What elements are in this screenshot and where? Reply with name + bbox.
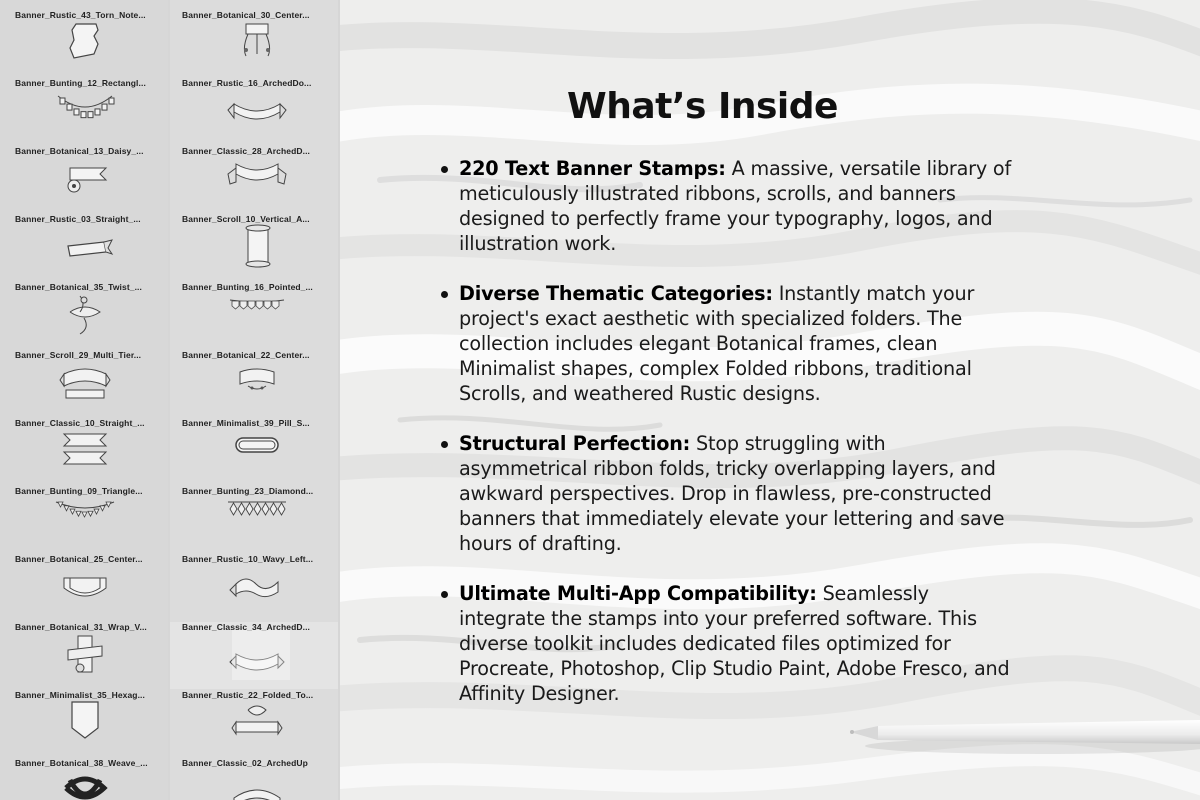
feature-title: Diverse Thematic Categories: <box>459 282 773 305</box>
weave-icon <box>50 768 120 800</box>
brush-name: Banner_Botanical_25_Center... <box>15 554 143 564</box>
brush-item[interactable] <box>170 282 338 349</box>
wavy-icon <box>222 564 292 612</box>
brush-name: Banner_Bunting_12_Rectangl... <box>15 78 146 88</box>
pill-icon <box>222 428 292 476</box>
brush-column-right <box>170 0 338 800</box>
feature-item <box>440 281 1015 406</box>
brush-name: Banner_Rustic_22_Folded_To... <box>182 690 314 700</box>
brush-library-panel <box>0 0 340 800</box>
brush-item[interactable] <box>170 214 338 281</box>
feature-item <box>440 156 1015 256</box>
brush-name: Banner_Bunting_16_Pointed_... <box>182 282 313 292</box>
rect-bunting-icon <box>50 88 120 136</box>
feature-item <box>440 581 1015 706</box>
brush-name: Banner_Classic_02_ArchedUp <box>182 758 308 768</box>
brush-item[interactable] <box>170 418 338 485</box>
brush-item[interactable] <box>170 78 338 145</box>
twist-icon <box>50 292 120 340</box>
brush-item[interactable] <box>0 146 168 213</box>
feature-description: A massive, versatile library of meticulously illustrated ribbons, scrolls, and banners designed to perfectly frame your typography, logos, and illustration work. <box>459 157 1012 255</box>
brush-item[interactable] <box>170 622 338 689</box>
brush-name: Banner_Minimalist_35_Hexag... <box>15 690 145 700</box>
feature-description: Seamlessly integrate the stamps into your preferred software. This diverse toolkit includes dedicated files optimized for Procreate, Photoshop, Clip Studio Paint, Adobe Fresco, and Affinity Designer. <box>459 582 1010 705</box>
brush-item[interactable] <box>170 486 338 553</box>
center-arch-icon <box>50 564 120 612</box>
triangle-bunting-icon <box>50 496 120 544</box>
brush-item[interactable] <box>170 690 338 757</box>
brush-item[interactable] <box>170 554 338 621</box>
brush-item[interactable] <box>170 758 338 800</box>
classic-straight-icon <box>50 428 120 476</box>
brush-item[interactable] <box>0 418 168 485</box>
brush-item[interactable] <box>0 10 168 77</box>
brush-name: Banner_Botanical_13_Daisy_... <box>15 146 144 156</box>
brush-name: Banner_Rustic_03_Straight_... <box>15 214 141 224</box>
brush-name: Banner_Classic_34_ArchedD... <box>182 622 311 632</box>
brush-name: Banner_Minimalist_39_Pill_S... <box>182 418 310 428</box>
laurel-center-icon <box>222 360 292 408</box>
brush-name: Banner_Classic_28_ArchedD... <box>182 146 311 156</box>
brush-item[interactable] <box>0 282 168 349</box>
pointed-bunting-icon <box>222 292 292 340</box>
torn-note-icon <box>50 20 120 68</box>
brush-name: Banner_Botanical_38_Weave_... <box>15 758 148 768</box>
folded-icon <box>222 700 292 748</box>
daisy-icon <box>50 156 120 204</box>
straight-icon <box>50 224 120 272</box>
arched-down-3-icon <box>222 632 292 680</box>
feature-description: Stop struggling with asymmetrical ribbon folds, tricky overlapping layers, and awkward perspectives. Drop in flawless, pre-constructed banners that immediately elevate your lettering and save hours of drafting. <box>459 432 1005 555</box>
brush-item[interactable] <box>0 622 168 689</box>
feature-list <box>440 156 1015 731</box>
brush-item[interactable] <box>0 486 168 553</box>
arched-up-icon <box>222 768 292 800</box>
arched-down-2-icon <box>222 156 292 204</box>
brush-name: Banner_Botanical_35_Twist_... <box>15 282 142 292</box>
brush-item[interactable] <box>0 214 168 281</box>
brush-item[interactable] <box>0 78 168 145</box>
feature-title: Structural Perfection: <box>459 432 691 455</box>
brush-name: Banner_Scroll_29_Multi_Tier... <box>15 350 142 360</box>
page-title: What’s Inside <box>567 86 838 127</box>
brush-item[interactable] <box>0 758 168 800</box>
brush-name: Banner_Botanical_30_Center... <box>182 10 310 20</box>
brush-name: Banner_Scroll_10_Vertical_A... <box>182 214 310 224</box>
feature-title: Ultimate Multi-App Compatibility: <box>459 582 817 605</box>
brush-item[interactable] <box>170 146 338 213</box>
pencil-icon <box>850 712 1200 762</box>
hexagon-icon <box>50 700 120 748</box>
brush-item[interactable] <box>170 350 338 417</box>
brush-name: Banner_Rustic_16_ArchedDo... <box>182 78 312 88</box>
brush-item[interactable] <box>0 690 168 757</box>
wrap-icon <box>50 632 120 680</box>
brush-name: Banner_Botanical_31_Wrap_V... <box>15 622 147 632</box>
brush-item[interactable] <box>170 10 338 77</box>
feature-title: 220 Text Banner Stamps: <box>459 157 726 180</box>
diamond-bunting-icon <box>222 496 292 544</box>
brush-item[interactable] <box>0 350 168 417</box>
vertical-scroll-icon <box>222 224 292 272</box>
brush-name: Banner_Rustic_43_Torn_Note... <box>15 10 146 20</box>
brush-name: Banner_Bunting_09_Triangle... <box>15 486 143 496</box>
brush-name: Banner_Classic_10_Straight_... <box>15 418 145 428</box>
botanical-center-icon <box>222 20 292 68</box>
brush-name: Banner_Botanical_22_Center... <box>182 350 310 360</box>
multi-tier-icon <box>50 360 120 408</box>
brush-name: Banner_Rustic_10_Wavy_Left... <box>182 554 314 564</box>
feature-description: Instantly match your project's exact aesthetic with specialized folders. The collection includes elegant Botanical frames, clean Minimalist shapes, complex Folded ribbons, traditional Scrolls, and weathered Rustic designs. <box>459 282 975 405</box>
brush-item[interactable] <box>0 554 168 621</box>
arched-down-icon <box>222 88 292 136</box>
feature-item <box>440 431 1015 556</box>
brush-column-left <box>0 0 168 800</box>
brush-name: Banner_Bunting_23_Diamond... <box>182 486 314 496</box>
